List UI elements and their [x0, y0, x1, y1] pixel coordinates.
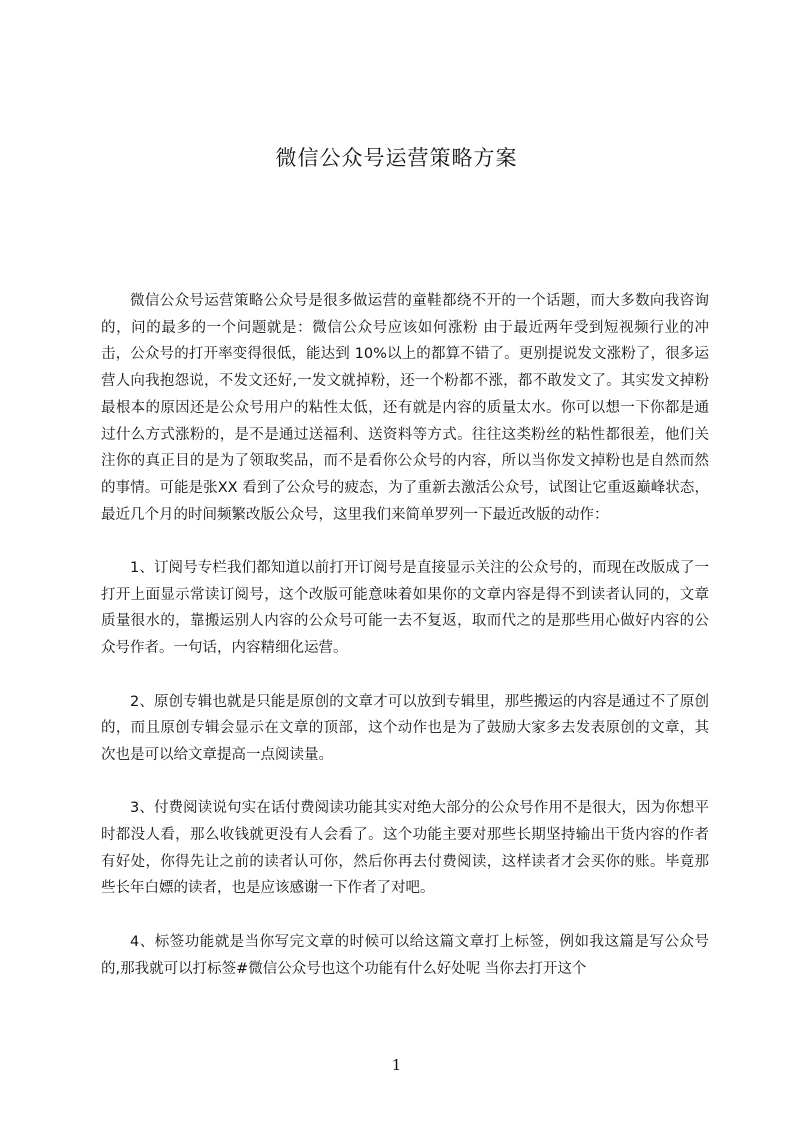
paragraph-intro: 微信公众号运营策略公众号是很多做运营的童鞋都绕不开的一个话题，而大多数向我咨询的，问的最多的一个问题就是：微信公众号应该如何涨粉 由于最近两年受到短视频行业的冲击，公众号的打开率变得很低，能达到 10%以上的都算不错了。更别提说发文涨粉了，很多运营人向我抱怨说，不发文还好,一发文就掉粉，还一个粉都不涨，都不敢发文了。其实发文掉粉最根本的原因还是公众号用户的粘性太低，还有就是内容的质量太水。你可以想一下你都是通过什么方式涨粉的，是不是通过送福利、送资料等方式。往往这类粉丝的粘性都很差，他们关注你的真正目的是为了领取奖品，而不是看你公众号的内容，所以当你发文掉粉也是自然而然的事情。可能是张XX 看到了公众号的疲态，为了重新去激活公众号，试图让它重返巅峰状态，最近几个月的时间频繁改版公众号，这里我们来简单罗列一下最近改版的动作：	[101, 293, 709, 523]
paragraph-point-2: 2、原创专辑也就是只能是原创的文章才可以放到专辑里，那些搬运的内容是通过不了原创的，而且原创专辑会显示在文章的顶部，这个动作也是为了鼓励大家多去发表原创的文章，其次也是可以给文章提高一点阅读量。	[101, 693, 709, 763]
paragraph-point-3: 3、付费阅读说句实在话付费阅读功能其实对绝大部分的公众号作用不是很大，因为你想平时都没人看，那么收钱就更没有人会看了。这个功能主要对那些长期坚持输出干货内容的作者有好处，你得先让之前的读者认可你，然后你再去付费阅读，这样读者才会买你的账。毕竟那些长年白嫖的读者，也是应该感谢一下作者了对吧。	[101, 800, 709, 897]
page-number: 1	[391, 1056, 402, 1074]
paragraph-point-1: 1、订阅号专栏我们都知道以前打开订阅号是直接显示关注的公众号的，而现在改版成了一打开上面显示常读订阅号，这个改版可能意味着如果你的文章内容是得不到读者认同的，文章质量很水的，靠搬运别人内容的公众号可能一去不复返，取而代之的是那些用心做好内容的公众号作者。一句话，内容精细化运营。	[101, 560, 709, 657]
paragraph-point-4: 4、标签功能就是当你写完文章的时候可以给这篇文章打上标签，例如我这篇是写公众号的,那我就可以打标签#微信公众号也这个功能有什么好处呢 当你去打开这个	[101, 933, 709, 977]
document-title: 微信公众号运营策略方案	[275, 146, 518, 170]
document-body	[101, 288, 709, 1009]
